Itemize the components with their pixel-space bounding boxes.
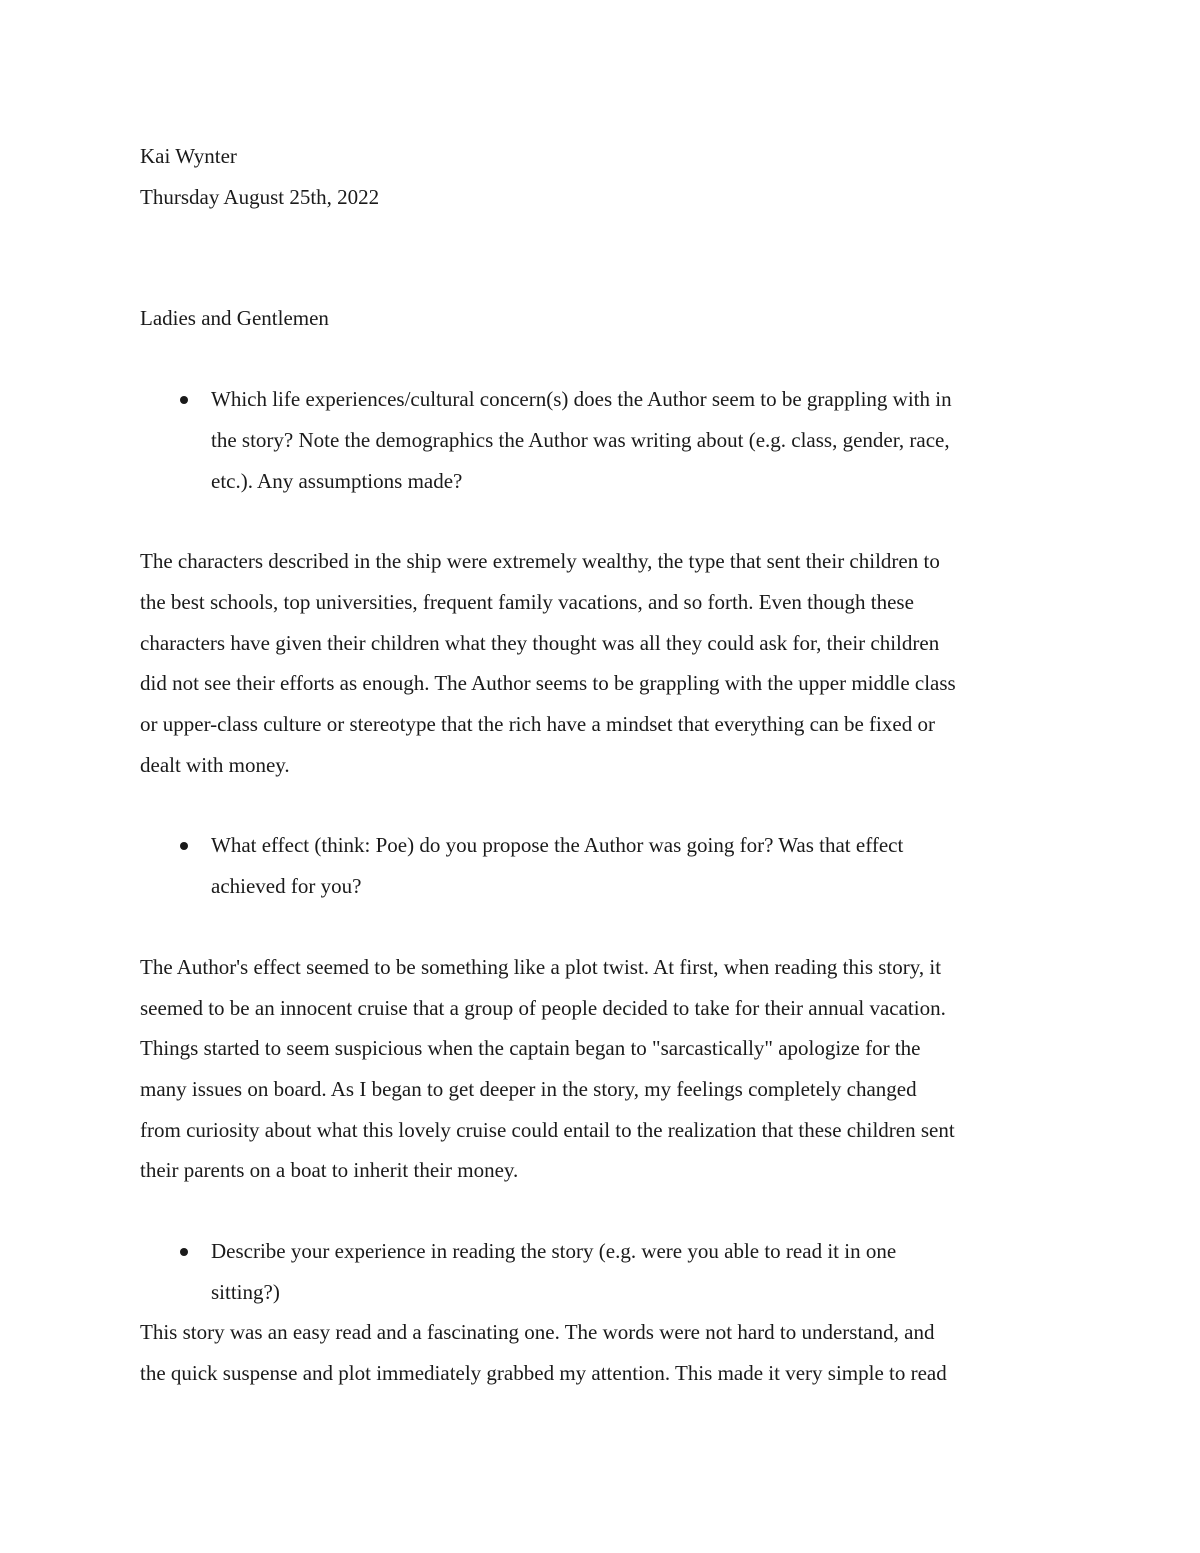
answer-line: from curiosity about what this lovely cruise could entail to the realization that these children sent xyxy=(140,1117,955,1142)
answer-line: The characters described in the ship were extremely wealthy, the type that sent their children to xyxy=(140,549,940,574)
question-line: What effect (think: Poe) do you propose the Author was going for? Was that effect xyxy=(211,833,904,858)
question-line: etc.). Any assumptions made? xyxy=(211,468,463,493)
answer-2 xyxy=(140,947,1070,1191)
question-line: Describe your experience in reading the story (e.g. were you able to read it in one xyxy=(211,1239,897,1264)
document-page xyxy=(140,136,1070,1394)
answer-line: The Author's effect seemed to be something like a plot twist. At first, when reading this story, it xyxy=(140,954,942,979)
answer-3 xyxy=(140,1312,1070,1393)
document-date: Thursday August 25th, 2022 xyxy=(140,184,380,209)
question-1 xyxy=(140,379,1070,501)
answer-line: characters have given their children what they thought was all they could ask for, their children xyxy=(140,630,940,655)
answer-line: their parents on a boat to inherit their money. xyxy=(140,1158,519,1183)
answer-line: did not see their efforts as enough. The Author seems to be grappling with the upper middle class xyxy=(140,671,956,696)
bullet-icon xyxy=(180,1248,188,1256)
answer-1 xyxy=(140,541,1070,785)
answer-line: Things started to seem suspicious when the captain began to "sarcastically" apologize for the xyxy=(140,1036,921,1061)
answer-line: This story was an easy read and a fascinating one. The words were not hard to understand, and xyxy=(140,1320,935,1345)
answer-line: the quick suspense and plot immediately grabbed my attention. This made it very simple to read xyxy=(140,1361,947,1386)
spacer xyxy=(140,217,1070,298)
answer-line: dealt with money. xyxy=(140,752,290,777)
author-name: Kai Wynter xyxy=(140,144,237,168)
spacer xyxy=(140,501,1070,541)
question-line: achieved for you? xyxy=(211,874,362,899)
bullet-icon xyxy=(180,842,188,850)
question-line: sitting?) xyxy=(211,1279,280,1304)
salutation: Ladies and Gentlemen xyxy=(140,306,329,331)
question-line: Which life experiences/cultural concern(s) does the Author seem to be grappling with in xyxy=(211,387,952,412)
spacer xyxy=(140,785,1070,825)
answer-line: or upper-class culture or stereotype that the rich have a mindset that everything can be fixed or xyxy=(140,712,935,737)
spacer xyxy=(140,907,1070,947)
answer-line: seemed to be an innocent cruise that a group of people decided to take for their annual vacation. xyxy=(140,995,946,1020)
question-3 xyxy=(140,1231,1070,1312)
spacer xyxy=(140,339,1070,379)
spacer xyxy=(140,1191,1070,1231)
question-line: the story? Note the demographics the Author was writing about (e.g. class, gender, race, xyxy=(211,427,950,452)
bullet-icon xyxy=(180,396,188,404)
answer-line: many issues on board. As I began to get deeper in the story, my feelings completely changed xyxy=(140,1076,917,1101)
question-2 xyxy=(140,825,1070,906)
answer-line: the best schools, top universities, frequent family vacations, and so forth. Even though these xyxy=(140,589,914,614)
